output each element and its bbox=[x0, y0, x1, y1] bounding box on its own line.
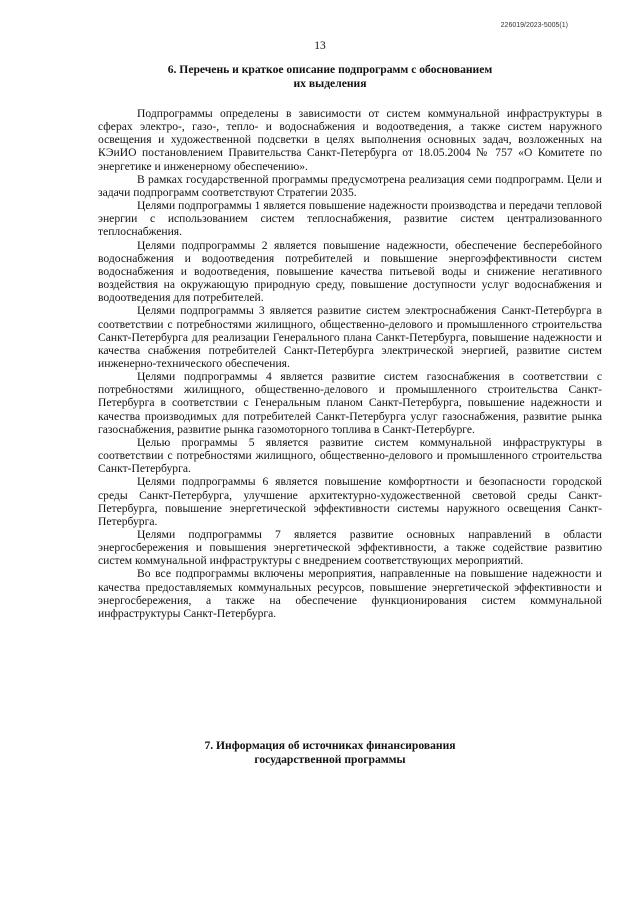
section-7-heading bbox=[110, 739, 550, 767]
paragraph-all-subprograms: Во все подпрограммы включены мероприятия, направленные на повышение надежности и качества предоставляемых коммунальных ресурсов, повышение энергетической эффективности и энергосбережения, а также на обеспечение функционирования систем коммунальной инфраструктуры Санкт-Петербурга. bbox=[98, 567, 602, 620]
section-6-title-line-1: 6. Перечень и краткое описание подпрограмм с обоснованием bbox=[167, 63, 493, 76]
section-7-title-line-1: 7. Информация об источниках финансирования bbox=[204, 739, 456, 752]
paragraph-subprogram-6: Целями подпрограммы 6 является повышение комфортности и безопасности городской среды Санкт-Петербурга, улучшение архитектурно-художественной световой среды Санкт-Петербурга, повышение энергетической эффективности системы наружного освещения Санкт-Петербурга. bbox=[98, 475, 602, 528]
paragraph-subprogram-1: Целями подпрограммы 1 является повышение надежности производства и передачи тепловой энергии с использованием систем теплоснабжения, развитие систем централизованного теплоснабжения. bbox=[98, 199, 602, 239]
paragraph-subprogram-7: Целями подпрограммы 7 является развитие основных направлений в области энергосбережения и повышения энергетической эффективности, а также содействие развитию систем коммунальной инфраструктуры с внедрением соответствующих мероприятий. bbox=[98, 528, 602, 568]
section-6-body bbox=[98, 107, 602, 620]
section-6-heading bbox=[110, 63, 550, 91]
paragraph-intro: Подпрограммы определены в зависимости от систем коммунальной инфраструктуры в сферах электро-, газо-, тепло- и водоснабжения и водоотведения, а также систем наружного освещения и художественной подсветки в целях выполнения основных задач, возложенных на КЭиИО постановлением Правительства Санкт-Петербурга от 18.05.2004 № 757 «О Комитете по энергетике и инженерному обеспечению». bbox=[98, 107, 602, 173]
document-id-stamp: 226019/2023-5005(1) bbox=[500, 22, 568, 29]
section-6-title-line-2: их выделения bbox=[293, 77, 367, 90]
paragraph-subprogram-3: Целями подпрограммы 3 является развитие систем электроснабжения Санкт-Петербурга в соответствии с потребностями жилищного, общественно-делового и промышленного строительства Санкт-Петербурга для реализации Генерального плана Санкт-Петербурга, повышение надежности и качества снабжения потребителей Санкт-Петербурга электрической энергией, развитие систем инженерно-технического обеспечения. bbox=[98, 304, 602, 370]
paragraph-strategy: В рамках государственной программы предусмотрена реализация семи подпрограмм. Цели и задачи подпрограмм соответствуют Стратегии 2035. bbox=[98, 172, 602, 199]
section-7-title-line-2: государственной программы bbox=[254, 753, 406, 766]
paragraph-subprogram-4: Целями подпрограммы 4 является развитие систем газоснабжения в соответствии с потребностями жилищного, общественно-делового и промышленного строительства Санкт-Петербурга в соответствии с Генеральным планом Санкт-Петербурга, повышение надежности и качества производимых для потребителей Санкт-Петербурга услуг газоснабжения, развитие рынка газоснабжения, развитие рынка газомоторного топлива в Санкт-Петербурге. bbox=[98, 370, 602, 436]
paragraph-subprogram-5: Целью программы 5 является развитие систем коммунальной инфраструктуры в соответствии с потребностями жилищного, общественно-делового и промышленного строительства Санкт-Петербурга. bbox=[98, 435, 602, 476]
page-number: 13 bbox=[314, 40, 326, 52]
paragraph-subprogram-2: Целями подпрограммы 2 является повышение надежности, обеспечение бесперебойного водоснабжения и водоотведения потребителей и повышение энергоэффективности систем водоснабжения и водоотведения, повышение качества питьевой воды и снижение негативного воздействия на окружающую природную среду, повышение доступности услуг водоснабжения и водоотведения для потребителей. bbox=[98, 238, 602, 305]
